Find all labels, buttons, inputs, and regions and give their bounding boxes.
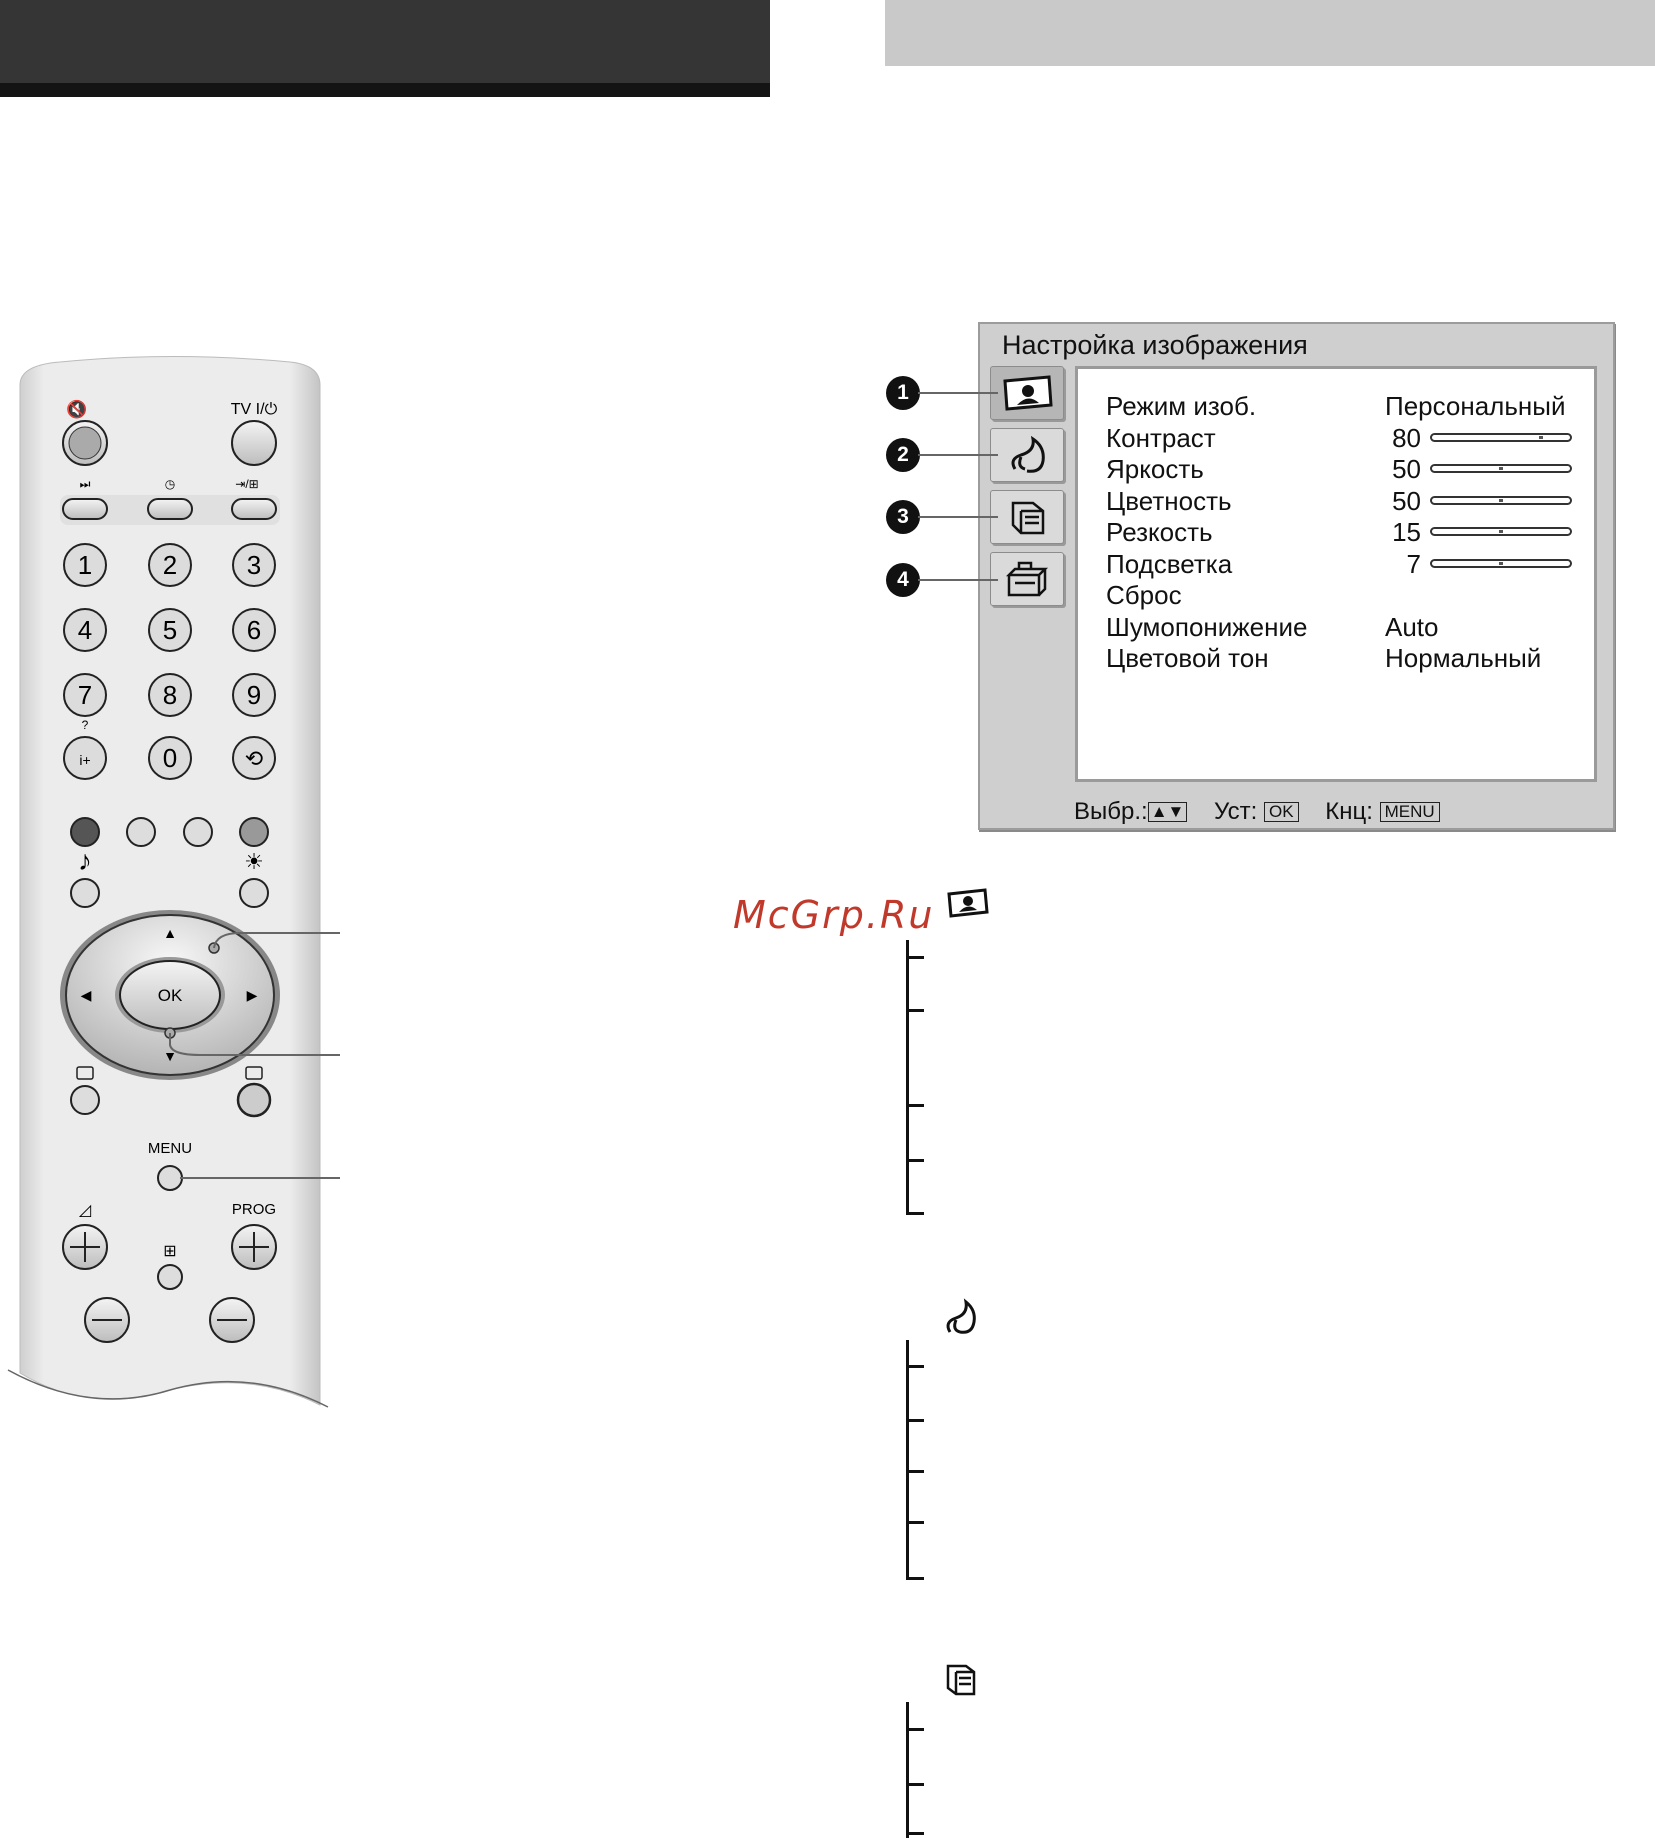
menu-item-label[interactable]: Сброс bbox=[1106, 580, 1182, 610]
svg-text:9: 9 bbox=[246, 680, 262, 710]
tab-features[interactable] bbox=[990, 490, 1064, 544]
volume-down-button[interactable] bbox=[85, 1298, 129, 1342]
picture-icon bbox=[991, 367, 1063, 419]
callout-2: 2 bbox=[886, 438, 920, 472]
level-slider[interactable] bbox=[1430, 433, 1572, 442]
sound-icon bbox=[991, 429, 1063, 481]
menu-item-value: 80 bbox=[1392, 422, 1421, 453]
blue-button[interactable] bbox=[240, 818, 268, 846]
menu-item-label[interactable]: Цветность bbox=[1106, 485, 1232, 516]
menu-item-label[interactable]: Подсветка bbox=[1106, 548, 1233, 579]
watermark: McGrp.Ru bbox=[733, 893, 935, 937]
level-slider[interactable] bbox=[1430, 464, 1572, 473]
callout-line bbox=[918, 516, 998, 518]
svg-text:3: 3 bbox=[246, 550, 262, 580]
svg-text:7: 7 bbox=[77, 680, 93, 710]
menu-title: Настройка изображения bbox=[1002, 330, 1308, 360]
freeze-button[interactable] bbox=[63, 499, 107, 519]
digit-button-8[interactable] bbox=[149, 674, 191, 716]
menu-item-label[interactable]: Контраст bbox=[1106, 422, 1216, 453]
tree-branch bbox=[906, 1104, 924, 1107]
tree-branch bbox=[906, 1577, 924, 1580]
timer-button[interactable] bbox=[148, 499, 192, 519]
jump-button[interactable] bbox=[233, 737, 275, 779]
menu-button[interactable] bbox=[158, 1166, 182, 1190]
red-button[interactable] bbox=[71, 818, 99, 846]
volume-icon: ◿ bbox=[78, 1202, 92, 1219]
features-icon bbox=[942, 1662, 982, 1698]
tree-branch bbox=[906, 1728, 924, 1731]
tree-branch bbox=[906, 956, 924, 959]
menu-panel bbox=[1075, 366, 1597, 782]
freeze-icon: ⏭ bbox=[79, 477, 91, 491]
teletext-button[interactable] bbox=[238, 1084, 270, 1116]
mute-icon: 🔇 bbox=[66, 400, 88, 420]
digit-button-5[interactable] bbox=[149, 609, 191, 651]
picture-icon bbox=[945, 886, 991, 920]
menu-item-label[interactable]: Режим изоб. bbox=[1106, 391, 1257, 421]
menu-item-value: Нормальный bbox=[1385, 643, 1542, 673]
menu-label: MENU bbox=[147, 1140, 193, 1157]
arrow-right-icon[interactable]: ▶ bbox=[246, 987, 258, 1003]
menu-item-label[interactable]: Цветовой тон bbox=[1106, 643, 1269, 673]
level-slider[interactable] bbox=[1430, 527, 1572, 536]
green-button[interactable] bbox=[127, 818, 155, 846]
menu-item-value: 7 bbox=[1406, 548, 1421, 579]
digit-button-0[interactable] bbox=[149, 737, 191, 779]
svg-text:8: 8 bbox=[162, 680, 178, 710]
callout-1: 1 bbox=[886, 376, 920, 410]
remote-control bbox=[0, 355, 340, 1415]
picture-mode-icon: ☀ bbox=[244, 849, 264, 874]
sound-mode-button[interactable] bbox=[71, 879, 99, 907]
callout-line bbox=[918, 392, 998, 394]
menu-item-value: 15 bbox=[1392, 517, 1421, 547]
features-icon bbox=[991, 491, 1063, 543]
prog-label: PROG bbox=[231, 1201, 277, 1218]
svg-text:i+: i+ bbox=[79, 752, 91, 768]
sound-icon bbox=[940, 1298, 980, 1338]
volume-up-button[interactable] bbox=[63, 1225, 107, 1269]
slider-marker bbox=[1499, 530, 1503, 533]
tab-sound[interactable] bbox=[990, 428, 1064, 482]
arrow-left-icon[interactable]: ◀ bbox=[80, 987, 92, 1003]
svg-text:4: 4 bbox=[77, 615, 93, 645]
prog-down-button[interactable] bbox=[210, 1298, 254, 1342]
timer-icon: ◷ bbox=[164, 477, 176, 491]
svg-text:2: 2 bbox=[162, 550, 178, 580]
menu-key-icon: MENU bbox=[1380, 802, 1440, 822]
help-icon: ? bbox=[81, 718, 89, 732]
callout-line bbox=[918, 454, 998, 456]
menu-item-label[interactable]: Шумопонижение bbox=[1106, 611, 1308, 642]
slider-marker bbox=[1499, 499, 1503, 502]
svg-text:5: 5 bbox=[162, 615, 178, 645]
svg-text:0: 0 bbox=[162, 743, 178, 773]
prog-up-button[interactable] bbox=[232, 1225, 276, 1269]
menu-item-value: 50 bbox=[1392, 454, 1421, 484]
svg-text:⟲: ⟲ bbox=[244, 746, 264, 771]
tree-branch bbox=[906, 1521, 924, 1524]
menu-item-label[interactable]: Яркость bbox=[1106, 454, 1204, 484]
digit-button-7[interactable] bbox=[64, 674, 106, 716]
tree-line bbox=[906, 1702, 909, 1838]
callout-4: 4 bbox=[886, 563, 920, 597]
sound-mode-icon: ♪ bbox=[78, 845, 92, 876]
slider-marker bbox=[1499, 562, 1503, 565]
exit-hint-label: Кнц: bbox=[1325, 798, 1373, 825]
picture-mode-button[interactable] bbox=[240, 879, 268, 907]
header-bar-right bbox=[885, 0, 1655, 66]
header-bar-left bbox=[0, 0, 770, 97]
setup-icon bbox=[991, 553, 1063, 605]
tree-line bbox=[906, 940, 909, 1215]
tab-setup[interactable] bbox=[990, 552, 1064, 606]
menu-item-label[interactable]: Резкость bbox=[1106, 517, 1213, 547]
tree-branch bbox=[906, 1212, 924, 1215]
svg-text:1: 1 bbox=[77, 550, 93, 580]
digit-button-4[interactable] bbox=[64, 609, 106, 651]
digit-button-6[interactable] bbox=[233, 609, 275, 651]
screen-format-icon: ⊞ bbox=[163, 1243, 177, 1260]
tree-branch bbox=[906, 1470, 924, 1473]
tree-branch bbox=[906, 1783, 924, 1786]
input-select-icon: ⇥/⊞ bbox=[235, 477, 259, 491]
tree-branch bbox=[906, 1365, 924, 1368]
slider-marker bbox=[1539, 436, 1543, 439]
up-down-keys-icon: ▲▼ bbox=[1148, 802, 1188, 822]
digit-button-3[interactable] bbox=[233, 544, 275, 586]
level-slider[interactable] bbox=[1430, 559, 1572, 568]
info-button[interactable] bbox=[64, 737, 106, 779]
digit-button-9[interactable] bbox=[233, 674, 275, 716]
yellow-button[interactable] bbox=[184, 818, 212, 846]
tab-picture[interactable] bbox=[990, 366, 1064, 420]
ok-label: OK bbox=[157, 986, 183, 1005]
tv-power-label: TV I/⏻ bbox=[230, 401, 278, 418]
tree-branch bbox=[906, 1009, 924, 1012]
tree-line bbox=[906, 1340, 909, 1580]
slider-marker bbox=[1499, 467, 1503, 470]
ok-key-icon: OK bbox=[1264, 802, 1299, 822]
menu-item-value: 50 bbox=[1392, 485, 1421, 516]
tree-branch bbox=[906, 1419, 924, 1422]
input-button[interactable] bbox=[232, 499, 276, 519]
menu-item-value: Персональный bbox=[1385, 391, 1566, 421]
callout-3: 3 bbox=[886, 500, 920, 534]
tree-branch bbox=[906, 1159, 924, 1162]
screen-format-button[interactable] bbox=[158, 1265, 182, 1289]
svg-text:6: 6 bbox=[246, 615, 262, 645]
arrow-up-icon[interactable]: ▲ bbox=[163, 925, 177, 941]
menu-footer bbox=[1074, 798, 1440, 826]
tv-button[interactable] bbox=[71, 1086, 99, 1114]
arrow-down-icon[interactable]: ▼ bbox=[163, 1048, 177, 1064]
picture-settings-menu bbox=[978, 322, 1615, 830]
callout-line bbox=[918, 579, 998, 581]
level-slider[interactable] bbox=[1430, 496, 1572, 505]
digit-button-1[interactable] bbox=[64, 544, 106, 586]
digit-button-2[interactable] bbox=[149, 544, 191, 586]
power-button[interactable] bbox=[232, 421, 276, 465]
tree-branch bbox=[906, 1832, 924, 1835]
select-hint-label: Выбр.: bbox=[1074, 798, 1148, 825]
set-hint-label: Уст: bbox=[1214, 798, 1258, 825]
menu-item-value: Auto bbox=[1385, 611, 1439, 642]
